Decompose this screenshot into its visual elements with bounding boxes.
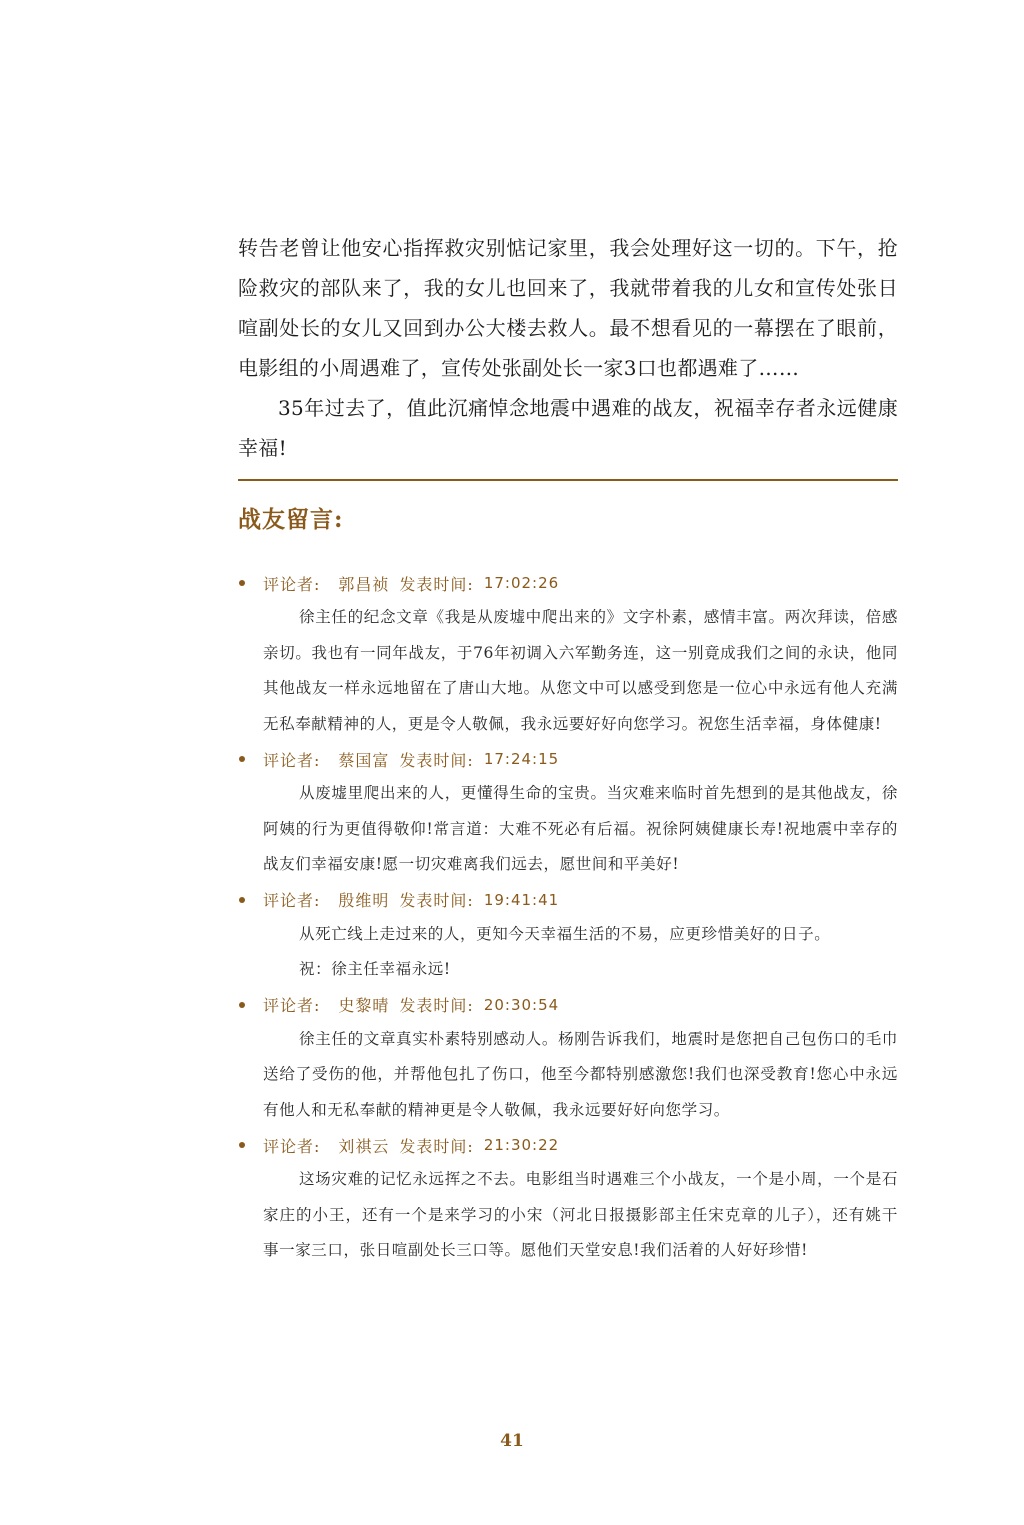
comment-item xyxy=(238,988,898,1129)
comment-author: 史黎晴 xyxy=(338,996,390,1015)
comment-author: 殷维明 xyxy=(338,891,390,910)
time-label: 发表时间: xyxy=(399,574,474,594)
comment-text: 这场灾难的记忆永远挥之不去。电影组当时遇难三个小战友，一个是小周，一个是石家庄的小王，还有一个是来学习的小宋（河北日报摄影部主任宋克章的儿子），还有姚干事一家三口，张日喧副处长三口等。愿他们天堂安息!我们活着的人好好珍惜! xyxy=(263,1170,898,1259)
reviewer-label: 评论者: xyxy=(263,574,321,594)
reviewer-label: 评论者: xyxy=(263,996,321,1015)
comment-header xyxy=(238,883,898,917)
time-label: 发表时间: xyxy=(399,891,474,910)
article-paragraph: 转告老曾让他安心指挥救灾别惦记家里，我会处理好这一切的。下午，抢险救灾的部队来了，我的女儿也回来了，我就带着我的儿女和宣传处张日喧副处长的女儿又回到办公大楼去救人。最不想看见的一幕摆在了眼前，电影组的小周遇难了，宣传处张副处长一家3口也都遇难了…… xyxy=(238,236,898,380)
comment-author: 刘祺云 xyxy=(338,1136,390,1156)
comment-text: 从死亡线上走过来的人，更知今天幸福生活的不易，应更珍惜美好的日子。 xyxy=(299,924,831,943)
comment-time: 19:41:41 xyxy=(483,890,560,909)
comment-header xyxy=(238,566,898,600)
article-paragraph: 35年过去了，值此沉痛悼念地震中遇难的战友，祝福幸存者永远健康幸福! xyxy=(238,396,898,460)
reviewer-label: 评论者: xyxy=(263,750,321,770)
bullet-icon xyxy=(239,897,245,903)
comment-text: 徐主任的文章真实朴素特别感动人。杨刚告诉我们，地震时是您把自己包伤口的毛巾送给了受伤的他，并帮他包扎了伤口，他至今都特别感激您!我们也深受教育!您心中永远有他人和无私奉献的精神更是令人敬佩，我永远要好好向您学习。 xyxy=(263,1029,898,1119)
comment-author: 郭昌祯 xyxy=(338,574,390,594)
comment-time: 20:30:54 xyxy=(483,995,560,1014)
comment-header xyxy=(238,742,898,776)
bullet-icon xyxy=(239,580,245,586)
comment-item xyxy=(238,566,898,742)
comment-header xyxy=(238,988,898,1022)
comment-time: 21:30:22 xyxy=(483,1136,560,1154)
comment-header xyxy=(238,1128,898,1162)
bullet-icon xyxy=(239,1142,245,1148)
section-title: 战友留言: xyxy=(238,506,344,533)
comment-text: 从废墟里爬出来的人，更懂得生命的宝贵。当灾难来临时首先想到的是其他战友，徐阿姨的行为更值得敬仰!常言道：大难不死必有后福。祝徐阿姨健康长寿!祝地震中幸存的战友们幸福安康!愿一切灾难离我们远去，愿世间和平美好! xyxy=(263,784,898,873)
comment-text: 徐主任的纪念文章《我是从废墟中爬出来的》文字朴素，感情丰富。两次拜读，倍感亲切。我也有一同年战友，于76年初调入六军勤务连，这一别竟成我们之间的永诀，他同其他战友一样永远地留在了唐山大地。从您文中可以感受到您是一位心中永远有他人充满无私奉献精神的人，更是令人敬佩，我永远要好好向您学习。祝您生活幸福，身体健康! xyxy=(263,608,898,733)
bullet-icon xyxy=(239,756,245,762)
comment-text: 祝：徐主任幸福永远! xyxy=(299,960,451,978)
time-label: 发表时间: xyxy=(399,996,474,1015)
comment-author: 蔡国富 xyxy=(338,750,390,770)
comment-item xyxy=(238,1128,898,1269)
reviewer-label: 评论者: xyxy=(263,1136,321,1156)
comment-item xyxy=(238,742,898,883)
comment-list xyxy=(238,566,898,1269)
time-label: 发表时间: xyxy=(399,750,474,770)
time-label: 发表时间: xyxy=(399,1136,474,1156)
comment-item xyxy=(238,883,898,988)
comment-time: 17:24:15 xyxy=(483,750,560,768)
article-text xyxy=(238,228,898,468)
reviewer-label: 评论者: xyxy=(263,891,321,910)
page-number: 41 xyxy=(500,1431,524,1451)
section-divider xyxy=(238,479,898,481)
bullet-icon xyxy=(239,1002,245,1008)
comment-time: 17:02:26 xyxy=(483,574,560,592)
